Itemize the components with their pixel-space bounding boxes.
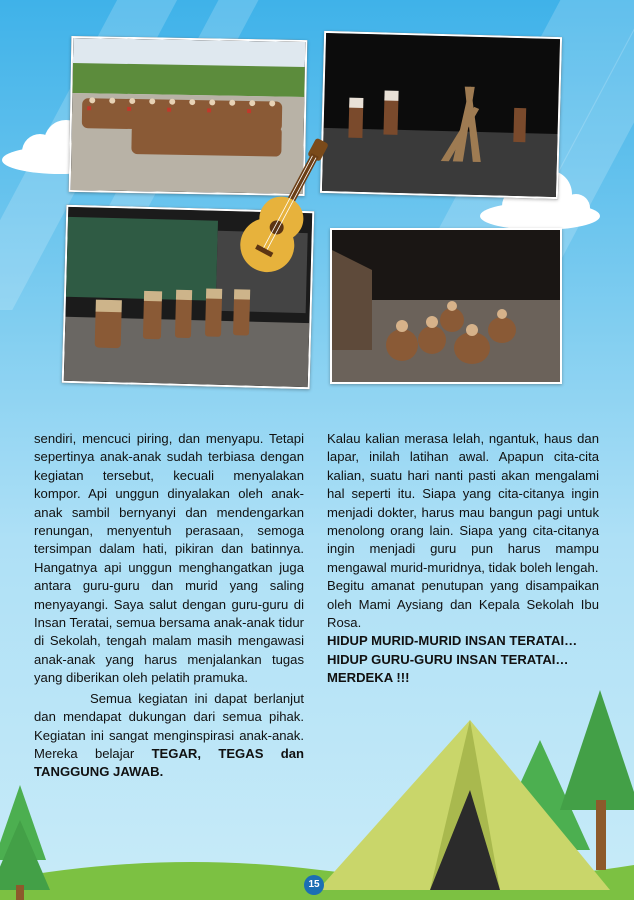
right-text-column <box>327 430 599 688</box>
closing-line-3: MERDEKA !!! <box>327 670 410 686</box>
campfire-photo <box>320 31 562 199</box>
left-paragraph-1: sendiri, mencuci piring, dan menyapu. Tetapi sepertinya anak-anak sudah terbiasa dengan kegiatan tersebut, kecuali menyalakan kompor. Api unggun dinyalakan oleh anak-anak sambil bernyanyi dan mendengarkan renungan, menyentuh perasaan, semoga tersimpan dalam hati, pikiran dan batinnya. Hangatnya api unggun menghangatkan juga antara guru-guru dan murid yang saling menyayangi. Saya salut dengan guru-guru di Insan Teratai, semua bersama anak-anak tidur di Sekolah, tengah malam masih mengawasi anak-anak yang harus menjalankan tugas yang diberikan oleh pelatih pramuka. <box>34 431 304 686</box>
left-paragraph-2-emphasis: TEGAR, TEGAS dan TANGGUNG JAWAB. <box>34 745 304 780</box>
sitting-photo <box>330 228 562 384</box>
closing-line-2: HIDUP GURU-GURU INSAN TERATAI… <box>327 651 569 667</box>
closing-line-1: HIDUP MURID-MURID INSAN TERATAI… <box>327 633 578 649</box>
camp-scenery <box>0 690 634 900</box>
left-paragraph-2-text: Semua kegiatan ini dapat berlanjut dan mendapat dukungan dari semua pihak. Kegiatan ini sangat menginspirasi anak-anak. Mereka belajar <box>34 690 304 761</box>
guitar-icon <box>240 128 336 280</box>
right-paragraph-1: Kalau kalian merasa lelah, ngantuk, haus dan lapar, inilah latihan awal. Apapun cita-cita kalian, suatu hari nanti pasti akan mengalami hal seperti itu. Siapa yang cita-citanya ingin menjadi dokter, harus mau bangun pagi untuk menolong orang lain. Siapa yang cita-citanya ingin menjadi guru pun harus mampu mengawal murid-muridnya, tidak boleh lengah. <box>327 431 599 575</box>
pine-tree-icon <box>0 785 50 900</box>
page-number-badge: 15 <box>304 875 324 895</box>
right-paragraph-2: Begitu amanat penutupan yang disampaikan oleh Mami Aysiang dan Kepala Sekolah Ibu Rosa. <box>327 578 599 631</box>
